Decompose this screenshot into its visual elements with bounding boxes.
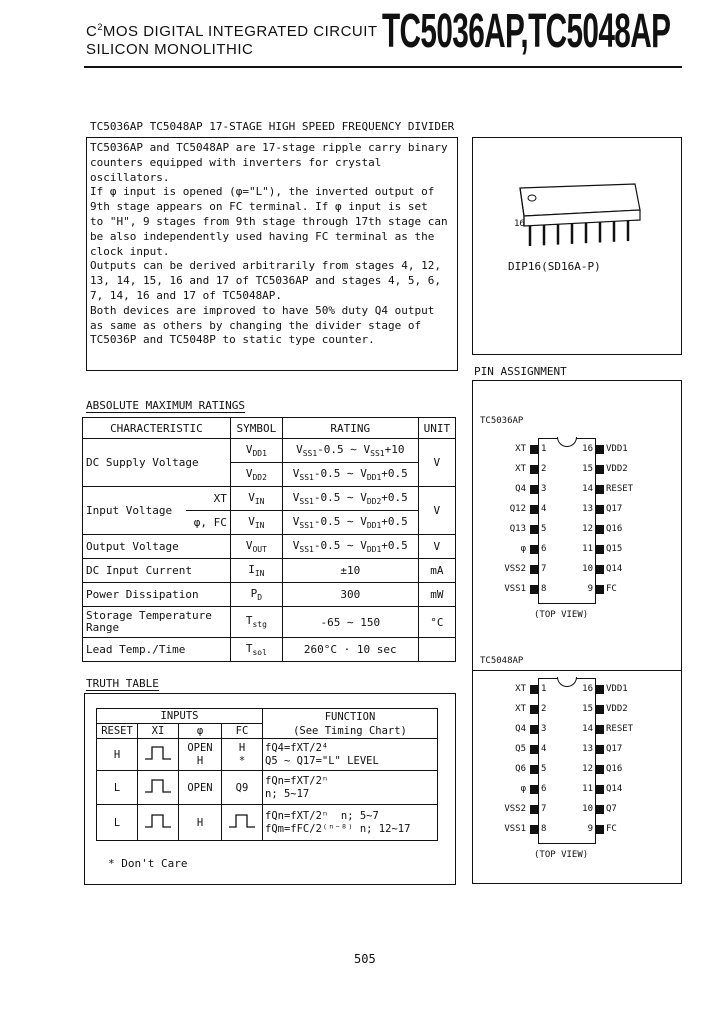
pin-number: 6 — [541, 784, 547, 794]
pin-number: 13 — [582, 744, 593, 754]
pin-tab — [530, 485, 538, 494]
pin-number: 1 — [541, 444, 547, 454]
pin-number: 15 — [582, 464, 593, 474]
rating-tsol: 260°C · 10 sec — [282, 638, 418, 662]
row-storage — [83, 607, 456, 638]
row-power — [83, 583, 456, 607]
truth-h-phi: φ — [179, 724, 222, 739]
unit-storage: °C — [418, 607, 455, 638]
package-label: DIP16(SD16A-P) — [508, 260, 601, 273]
pin-number: 8 — [541, 584, 547, 594]
header-rule — [84, 66, 682, 68]
col-symbol: SYMBOL — [230, 418, 282, 439]
chip-name: TC5048AP — [480, 656, 524, 666]
truth-r3-func: fQn=fXT/2ⁿ n; 5∼7 fQm=fFC/2⁽ⁿ⁻⁸⁾ n; 12∼17 — [263, 805, 438, 841]
truth-h-inputs: INPUTS — [97, 709, 263, 724]
pin-tab — [596, 725, 604, 734]
truth-h-xi: XI — [138, 724, 179, 739]
pin-tab — [596, 505, 604, 514]
symbol-iin: $I_{IN}$ — [230, 559, 282, 583]
pin-tab — [530, 725, 538, 734]
pin-label: Q13 — [509, 524, 526, 534]
pin-tab — [530, 565, 538, 574]
pin-tab — [530, 745, 538, 754]
pin-number: 5 — [541, 764, 547, 774]
truth-row-1 — [97, 739, 438, 771]
pin-label: RESET — [606, 724, 634, 734]
pin-number: 2 — [541, 464, 547, 474]
top-view-label: (TOP VIEW) — [534, 610, 589, 620]
input-label: Input Voltage — [83, 487, 187, 535]
pin-label: XT — [515, 444, 526, 454]
truth-r3-phi: H — [179, 805, 222, 841]
pin-tab — [530, 785, 538, 794]
top-view-label: (TOP VIEW) — [534, 850, 589, 860]
pin-tab — [530, 685, 538, 694]
symbol-vdd1: $V_{DD1}$ — [230, 439, 282, 463]
pin-tab — [596, 525, 604, 534]
description-line: as same as others by changing the divider stage of — [90, 318, 422, 332]
description-line: TC5036AP and TC5048AP are 17-stage ripple carry binary — [90, 141, 448, 154]
lead-label: Lead Temp./Time — [83, 638, 231, 662]
truth-r1-fc: H * — [222, 739, 263, 771]
row-lead — [83, 638, 456, 662]
col-rating: RATING — [282, 418, 418, 439]
part-numbers: TC5036AP,TC5048AP — [382, 5, 671, 58]
rating-iin: ±10 — [282, 559, 418, 583]
pin-number: 15 — [582, 704, 593, 714]
truth-r2-func: fQn=fXT/2ⁿ n; 5∼17 — [263, 771, 438, 805]
rating-vin-xt: $V_{SS1}-0.5$ ∼ $V_{DD2}+0.5$ — [282, 487, 418, 511]
chip-body — [538, 438, 596, 604]
rating-tstg: -65 ∼ 150 — [282, 607, 418, 638]
rating-pd: 300 — [282, 583, 418, 607]
pin-label: XT — [515, 464, 526, 474]
pin-label: VSS2 — [504, 564, 526, 574]
row-current — [83, 559, 456, 583]
rating-vin-phi: $V_{SS1}-0.5$ ∼ $V_{DD1}+0.5$ — [282, 511, 418, 535]
description-line: to "H", 9 stages from 9th stage through 17th stage can — [90, 214, 448, 228]
pin-tab — [596, 745, 604, 754]
truth-r3-reset: L — [97, 805, 138, 841]
chip-name: TC5036AP — [480, 416, 524, 426]
pin-tab — [596, 685, 604, 694]
description-line: 13, 14, 15, 16 and 17 of TC5036AP and stages 4, 5, 6, — [90, 274, 441, 288]
unit-supply: V — [418, 439, 455, 487]
pin-label: VDD1 — [606, 684, 628, 694]
pin-label: Q14 — [606, 784, 623, 794]
pin-label: Q5 — [515, 744, 526, 754]
pin-label: Q7 — [606, 804, 617, 814]
pin-label: VDD2 — [606, 704, 628, 714]
pin-title: PIN ASSIGNMENT — [474, 365, 567, 378]
col-characteristic: CHARACTERISTIC — [83, 418, 231, 439]
section-title: TC5036AP TC5048AP 17-STAGE HIGH SPEED FREQUENCY DIVIDER — [90, 120, 455, 133]
pin-number: 14 — [582, 724, 593, 734]
pin-label: VDD1 — [606, 444, 628, 454]
pin-number: 10 — [582, 804, 593, 814]
pin-number: 7 — [541, 564, 547, 574]
truth-row-3 — [97, 805, 438, 841]
truth-h-reset: RESET — [97, 724, 138, 739]
pin-label: φ — [520, 544, 526, 554]
pin-label: Q14 — [606, 564, 623, 574]
pin-number: 3 — [541, 484, 547, 494]
truth-h-function: FUNCTION (See Timing Chart) — [263, 709, 438, 739]
pin-tab — [530, 765, 538, 774]
input-sub-phi-fc: φ, FC — [186, 511, 230, 535]
pin-number: 4 — [541, 504, 547, 514]
truth-note: * Don't Care — [108, 857, 188, 870]
symbol-pd: $P_D$ — [230, 583, 282, 607]
pin-label: XT — [515, 684, 526, 694]
pin-number: 7 — [541, 804, 547, 814]
pin-number: 16 — [582, 684, 593, 694]
pin-number: 16 — [582, 444, 593, 454]
symbol-tstg: $T_{stg}$ — [230, 607, 282, 638]
description-line: 7, 14, 16 and 17 of TC5048AP. — [90, 288, 283, 302]
description-line: counters equipped with inverters for crystal — [90, 155, 382, 169]
truth-r2-reset: L — [97, 771, 138, 805]
symbol-vin-xt: $V_{IN}$ — [230, 487, 282, 511]
pin-number: 11 — [582, 544, 593, 554]
pulse-icon — [227, 811, 257, 831]
truth-r2-phi: OPEN — [179, 771, 222, 805]
pulse-icon — [143, 811, 173, 831]
pin-label: VDD2 — [606, 464, 628, 474]
row-output — [83, 535, 456, 559]
rating-vout: $V_{SS1}-0.5$ ∼ $V_{DD1}+0.5$ — [282, 535, 418, 559]
output-label: Output Voltage — [83, 535, 231, 559]
unit-input: V — [418, 487, 455, 535]
pin-label: Q17 — [606, 504, 623, 514]
row-supply-1 — [83, 439, 456, 463]
description-line: If φ input is opened (φ="L"), the inverted output of — [90, 185, 435, 199]
pin-number: 2 — [541, 704, 547, 714]
pin-label: Q12 — [509, 504, 526, 514]
pin-label: VSS1 — [504, 824, 526, 834]
pin-number: 14 — [582, 484, 593, 494]
pin-tab — [530, 705, 538, 714]
truth-r1-xi — [138, 739, 179, 771]
truth-r3-xi — [138, 805, 179, 841]
pin-tab — [596, 585, 604, 594]
pin-number: 12 — [582, 524, 593, 534]
pin-label: Q17 — [606, 744, 623, 754]
pin-number: 4 — [541, 744, 547, 754]
unit-current: mA — [418, 559, 455, 583]
symbol-vout: $V_{OUT}$ — [230, 535, 282, 559]
ratings-title: ABSOLUTE MAXIMUM RATINGS — [86, 399, 245, 412]
truth-r1-phi: OPEN H — [179, 739, 222, 771]
truth-title: TRUTH TABLE — [86, 677, 159, 690]
pin-tab — [596, 465, 604, 474]
pin-label: XT — [515, 704, 526, 714]
truth-r2-xi — [138, 771, 179, 805]
pin-tab — [596, 445, 604, 454]
rating-vdd1: $V_{SS1}-0.5$ ∼ $V_{SS1}+10$ — [282, 439, 418, 463]
pin-tab — [596, 785, 604, 794]
pin-number: 10 — [582, 564, 593, 574]
supply-label: DC Supply Voltage — [83, 439, 231, 487]
current-label: DC Input Current — [83, 559, 231, 583]
pin16-mark: 16 — [514, 219, 525, 229]
truth-r3-fc — [222, 805, 263, 841]
pin-label: RESET — [606, 484, 634, 494]
power-label: Power Dissipation — [83, 583, 231, 607]
unit-output: V — [418, 535, 455, 559]
pin-tab — [596, 805, 604, 814]
pin-label: VSS2 — [504, 804, 526, 814]
symbol-vin-phi: $V_{IN}$ — [230, 511, 282, 535]
pin-number: 3 — [541, 724, 547, 734]
pin-tab — [530, 545, 538, 554]
header-line1: $C^2MOS$ DIGITAL INTEGRATED CIRCUIT — [86, 22, 378, 40]
pin-number: 6 — [541, 544, 547, 554]
pin-tab — [596, 485, 604, 494]
col-unit: UNIT — [418, 418, 455, 439]
pin-tab — [530, 805, 538, 814]
pin-tab — [530, 825, 538, 834]
description-line: 9th stage appears on FC terminal. If φ input is set — [90, 200, 428, 214]
pin-tab — [596, 765, 604, 774]
pin-label: VSS1 — [504, 584, 526, 594]
pin-label: Q4 — [515, 484, 526, 494]
ratings-table — [82, 417, 456, 662]
pin-tab — [596, 545, 604, 554]
truth-r2-fc: Q9 — [222, 771, 263, 805]
pin-label: FC — [606, 584, 617, 594]
pin-tab — [530, 505, 538, 514]
symbol-tsol: $T_{sol}$ — [230, 638, 282, 662]
description — [90, 141, 460, 348]
pin-tab — [530, 585, 538, 594]
truth-r1-func: fQ4=fXT/2⁴ Q5 ∼ Q17="L" LEVEL — [263, 739, 438, 771]
pulse-icon — [143, 776, 173, 796]
pin-label: Q4 — [515, 724, 526, 734]
truth-h-fc: FC — [222, 724, 263, 739]
header-line2: SILICON MONOLITHIC — [86, 41, 254, 58]
truth-row-2 — [97, 771, 438, 805]
pin-label: Q16 — [606, 764, 623, 774]
pin-tab — [596, 565, 604, 574]
pin-number: 12 — [582, 764, 593, 774]
page-number: 505 — [354, 952, 376, 966]
pin-label: FC — [606, 824, 617, 834]
unit-lead — [418, 638, 455, 662]
pin-tab — [530, 465, 538, 474]
truth-table — [96, 708, 438, 841]
pulse-icon — [143, 743, 173, 763]
pin-tab — [530, 525, 538, 534]
row-input-1 — [83, 487, 456, 511]
description-line: oscillators. — [90, 170, 170, 184]
description-line: clock input. — [90, 244, 170, 258]
pin-label: Q6 — [515, 764, 526, 774]
pin-tab — [596, 705, 604, 714]
description-line: be also independently used having FC terminal as the — [90, 229, 435, 243]
rating-vdd2: $V_{SS1}-0.5$ ∼ $V_{DD1}+0.5$ — [282, 463, 418, 487]
pin-tab — [530, 445, 538, 454]
description-line: TC5036P and TC5048P to static type counter. — [90, 333, 375, 347]
input-sub-xt: XT — [186, 487, 230, 511]
pin-number: 8 — [541, 824, 547, 834]
description-line: Both devices are improved to have 50% duty Q4 output — [90, 303, 435, 317]
pin-label: Q16 — [606, 524, 623, 534]
pin-tab — [596, 825, 604, 834]
pin-number: 1 — [541, 684, 547, 694]
unit-power: mW — [418, 583, 455, 607]
pin-number: 9 — [587, 584, 593, 594]
pin-number: 11 — [582, 784, 593, 794]
truth-r1-reset: H — [97, 739, 138, 771]
pin-number: 13 — [582, 504, 593, 514]
pin-number: 9 — [587, 824, 593, 834]
storage-label: Storage Temperature Range — [83, 607, 231, 638]
description-line: Outputs can be derived arbitrarily from stages 4, 12, — [90, 259, 441, 273]
pin-number: 5 — [541, 524, 547, 534]
chip-body — [538, 678, 596, 844]
pin-label: φ — [520, 784, 526, 794]
pin-label: Q15 — [606, 544, 623, 554]
symbol-vdd2: $V_{DD2}$ — [230, 463, 282, 487]
